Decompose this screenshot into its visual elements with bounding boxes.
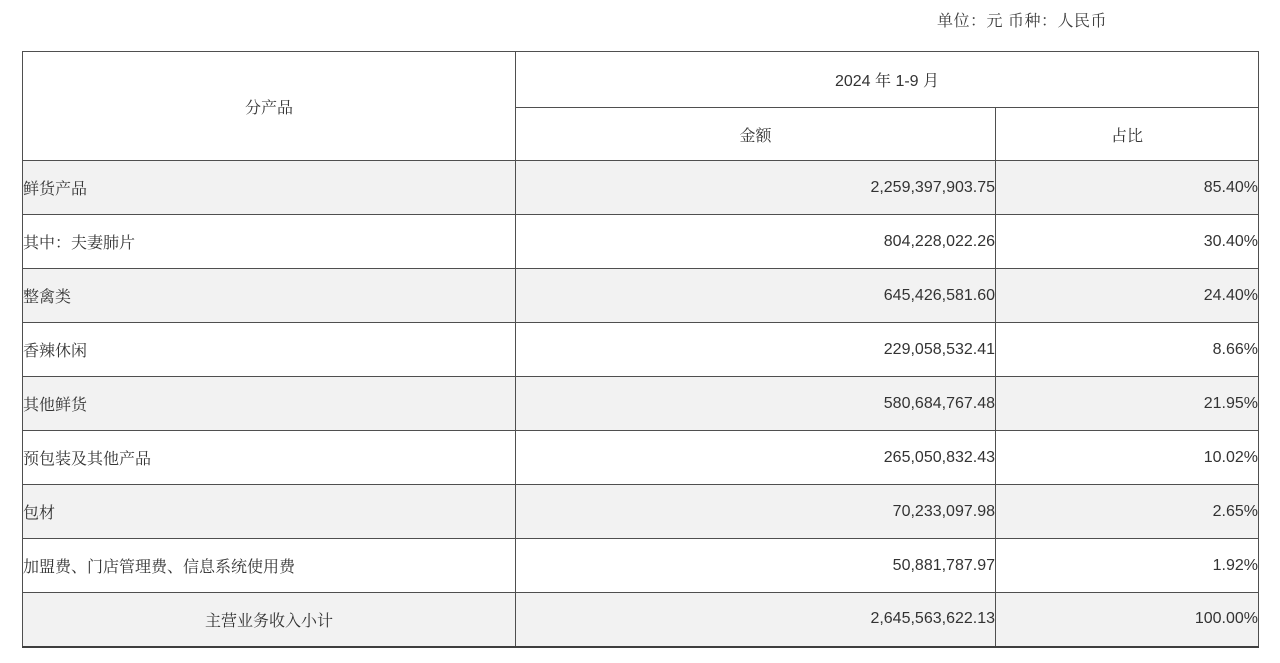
column-header-ratio: 占比	[996, 108, 1259, 161]
ratio-cell: 100.00%	[996, 593, 1259, 647]
amount-cell: 2,645,563,622.13	[516, 593, 996, 647]
ratio-cell: 10.02%	[996, 431, 1259, 485]
product-label-cell: 香辣休闲	[23, 323, 516, 377]
table-row	[23, 269, 1259, 323]
unit-currency-note: 单位：元 币种：人民币	[937, 13, 1107, 30]
table-row-total	[23, 593, 1259, 647]
ratio-cell: 30.40%	[996, 215, 1259, 269]
ratio-cell: 1.92%	[996, 539, 1259, 593]
amount-cell: 2,259,397,903.75	[516, 161, 996, 215]
column-header-product: 分产品	[23, 52, 516, 161]
table-row	[23, 323, 1259, 377]
product-label-cell: 预包装及其他产品	[23, 431, 516, 485]
ratio-cell: 2.65%	[996, 485, 1259, 539]
table-row	[23, 215, 1259, 269]
product-label-cell: 主营业务收入小计	[23, 593, 516, 647]
amount-cell: 580,684,767.48	[516, 377, 996, 431]
ratio-cell: 8.66%	[996, 323, 1259, 377]
amount-cell: 50,881,787.97	[516, 539, 996, 593]
table-row	[23, 431, 1259, 485]
product-label-cell: 包材	[23, 485, 516, 539]
amount-cell: 265,050,832.43	[516, 431, 996, 485]
column-header-amount: 金额	[516, 108, 996, 161]
product-label-cell: 整禽类	[23, 269, 516, 323]
product-label-cell: 鲜货产品	[23, 161, 516, 215]
product-label-cell: 其中：夫妻肺片	[23, 215, 516, 269]
amount-cell: 804,228,022.26	[516, 215, 996, 269]
table-row	[23, 539, 1259, 593]
amount-cell: 70,233,097.98	[516, 485, 996, 539]
ratio-cell: 24.40%	[996, 269, 1259, 323]
table-row	[23, 485, 1259, 539]
table-row	[23, 377, 1259, 431]
amount-cell: 229,058,532.41	[516, 323, 996, 377]
product-label-cell: 加盟费、门店管理费、信息系统使用费	[23, 539, 516, 593]
ratio-cell: 21.95%	[996, 377, 1259, 431]
product-label-cell: 其他鲜货	[23, 377, 516, 431]
ratio-cell: 85.40%	[996, 161, 1259, 215]
amount-cell: 645,426,581.60	[516, 269, 996, 323]
revenue-by-product-table	[22, 51, 1259, 648]
table-header-row-period	[23, 52, 1259, 108]
table-row	[23, 161, 1259, 215]
column-header-period: 2024 年 1-9 月	[516, 52, 1259, 108]
